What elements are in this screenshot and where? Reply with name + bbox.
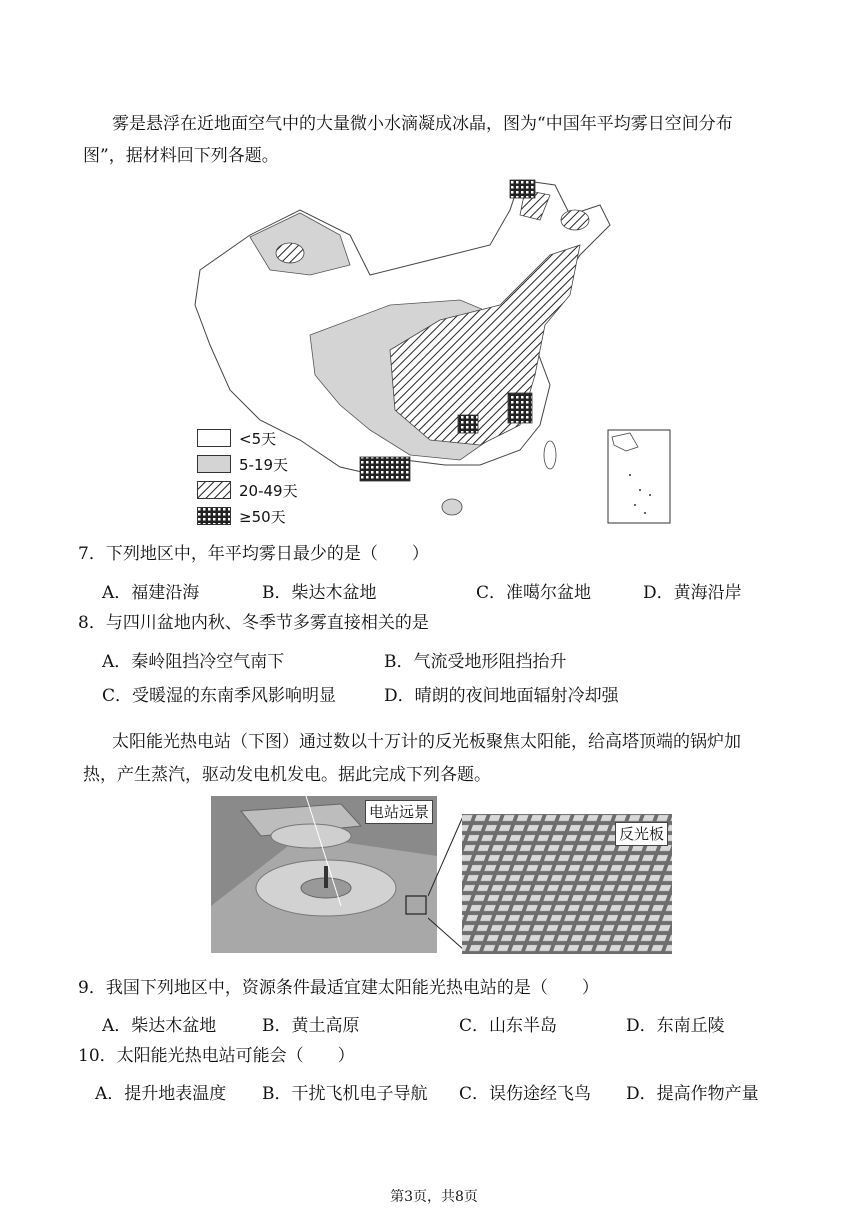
power-station-photo bbox=[211, 796, 437, 953]
map-grid-southwest bbox=[360, 457, 410, 481]
q9-stem: 9．我国下列地区中，资源条件最适宜建太阳能光热电站的是（ ） bbox=[78, 978, 599, 998]
q10-option-c[interactable]: C．误伤途经飞鸟 bbox=[459, 1084, 592, 1104]
map-taiwan bbox=[544, 441, 556, 469]
q8-option-d[interactable]: D．晴朗的夜间地面辐射冷却强 bbox=[384, 686, 619, 706]
q9-option-b[interactable]: B．黄土高原 bbox=[262, 1016, 360, 1036]
q7-option-c[interactable]: C．准噶尔盆地 bbox=[476, 583, 592, 603]
q8-stem: 8．与四川盆地内秋、冬季节多雾直接相关的是 bbox=[78, 613, 429, 633]
legend-label: <5天 bbox=[239, 429, 277, 448]
legend-item-20-49 bbox=[197, 477, 298, 503]
legend-item-5-19 bbox=[197, 451, 298, 477]
q9-option-d[interactable]: D．东南丘陵 bbox=[626, 1016, 725, 1036]
legend-label: ≥50天 bbox=[239, 507, 286, 526]
legend-item-lt5 bbox=[197, 425, 298, 451]
q9-option-a[interactable]: A．柴达木盆地 bbox=[102, 1016, 217, 1036]
q9-option-c[interactable]: C．山东半岛 bbox=[459, 1016, 558, 1036]
q7-option-d[interactable]: D．黄海沿岸 bbox=[643, 583, 742, 603]
passage1-line2: 图”，据材料回下列各题。 bbox=[83, 146, 279, 166]
map-hainan bbox=[442, 499, 462, 515]
q8-option-a[interactable]: A．秦岭阻挡冷空气南下 bbox=[102, 652, 285, 672]
map-grid-southeast-1 bbox=[508, 393, 532, 423]
passage2-line1: 太阳能光热电站（下图）通过数以十万计的反光板聚焦太阳能，给高塔顶端的锅炉加 bbox=[112, 732, 741, 752]
legend-label: 5-19天 bbox=[239, 455, 289, 474]
legend-item-ge50 bbox=[197, 503, 298, 529]
power-station-label: 电站远景 bbox=[365, 800, 433, 824]
q10-option-d[interactable]: D．提高作物产量 bbox=[626, 1084, 759, 1104]
passage2-line2: 热，产生蒸汽，驱动发电机发电。据此完成下列各题。 bbox=[83, 765, 491, 785]
q7-option-b[interactable]: B．柴达木盆地 bbox=[262, 583, 377, 603]
reflector-panels-photo bbox=[462, 814, 672, 954]
q10-stem: 10．太阳能光热电站可能会（ ） bbox=[78, 1046, 355, 1066]
map-legend bbox=[197, 425, 298, 529]
q7-option-a[interactable]: A．福建沿海 bbox=[102, 583, 200, 603]
q8-option-b[interactable]: B．气流受地形阻挡抬升 bbox=[384, 652, 567, 672]
map-grid-north bbox=[510, 180, 535, 198]
map-hatch-xinjiang bbox=[276, 243, 304, 263]
legend-swatch-grid bbox=[197, 507, 231, 525]
legend-label: 20-49天 bbox=[239, 481, 298, 500]
q10-option-a[interactable]: A．提升地表温度 bbox=[95, 1084, 227, 1104]
reflector-label: 反光板 bbox=[615, 822, 668, 846]
q8-option-c[interactable]: C．受暖湿的东南季风影响明显 bbox=[102, 686, 337, 706]
passage1-line1: 雾是悬浮在近地面空气中的大量微小水滴凝成冰晶，图为“中国年平均雾日空间分布 bbox=[112, 114, 733, 134]
page-footer: 第3页，共8页 bbox=[390, 1189, 478, 1205]
legend-swatch-gray bbox=[197, 455, 231, 473]
legend-swatch-hatch bbox=[197, 481, 231, 499]
q7-stem: 7．下列地区中，年平均雾日最少的是（ ） bbox=[78, 544, 429, 564]
legend-swatch-blank bbox=[197, 429, 231, 447]
q10-option-b[interactable]: B．干扰飞机电子导航 bbox=[262, 1084, 428, 1104]
map-grid-central bbox=[458, 415, 478, 433]
map-hatch-northeast-2 bbox=[561, 210, 589, 230]
